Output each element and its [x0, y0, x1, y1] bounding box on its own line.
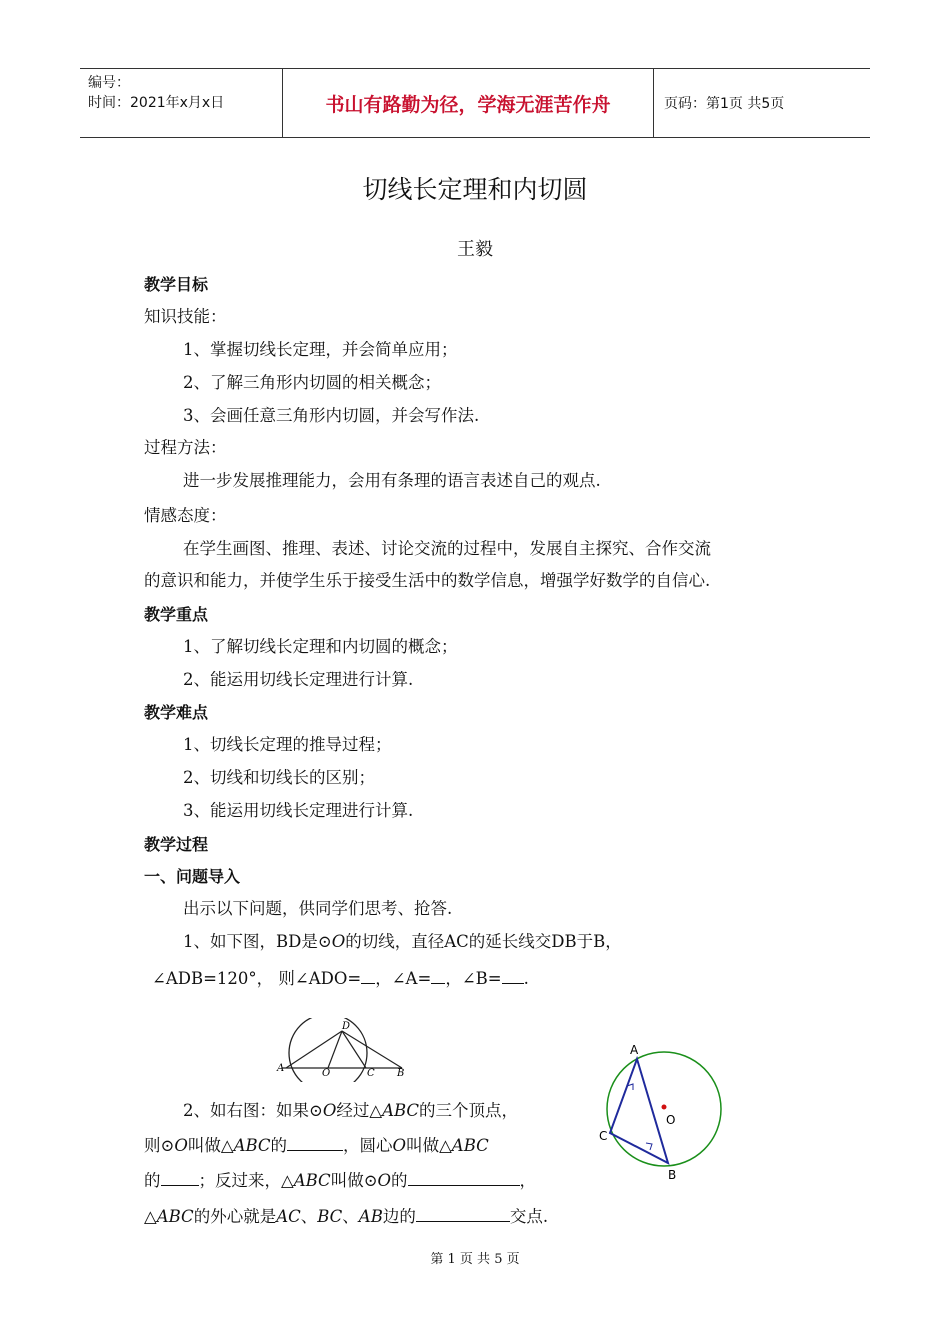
- difficulty-1: 1、切线长定理的推导过程；: [183, 735, 392, 754]
- label-a: A: [630, 1043, 639, 1057]
- key-point-2: 2、能运用切线长定理进行计算.: [183, 670, 414, 689]
- knowledge-item-1: 1、掌握切线长定理，并会简单应用；: [183, 340, 458, 359]
- circumcircle-figure: [596, 1040, 728, 1186]
- question-2-line-1: 2、如右图：如果⊙O经过△ABC的三个顶点，: [183, 1101, 519, 1120]
- label-o: O: [666, 1113, 676, 1127]
- label-b: B: [668, 1168, 677, 1182]
- answer-blank[interactable]: [502, 967, 524, 984]
- knowledge-label: 知识技能：: [144, 307, 227, 326]
- answer-blank[interactable]: [361, 967, 375, 984]
- header-meta: [80, 69, 282, 137]
- time-label: 时间：2021年x月x日: [88, 95, 225, 111]
- answer-blank[interactable]: [408, 1169, 520, 1186]
- question-1-line-2: ∠ADB=120°， 则∠ADO= ，∠A= ，∠B= .: [152, 969, 529, 988]
- question-2-line-3: 的 ；反过来，△ABC叫做⊙O的 ，: [144, 1171, 537, 1190]
- intro-text: 出示以下问题，供同学们思考、抢答.: [183, 899, 453, 918]
- line-db: [342, 1031, 402, 1068]
- emotion-text-1: 在学生画图、推理、表述、讨论交流的过程中，发展自主探究、合作交流: [183, 539, 711, 558]
- number-label: 编号：: [88, 75, 130, 91]
- difficulty-3: 3、能运用切线长定理进行计算.: [183, 801, 414, 820]
- question-1-line-1: 1、如下图，BD是⊙O的切线，直径AC的延长线交DB于B，: [183, 932, 622, 951]
- key-point-1: 1、了解切线长定理和内切圆的概念；: [183, 637, 458, 656]
- tangent-figure: [276, 1018, 412, 1082]
- line-ad: [286, 1031, 342, 1068]
- line-dc: [342, 1031, 366, 1068]
- center-point-o: [662, 1105, 667, 1110]
- difficulties-heading: 教学难点: [144, 703, 209, 722]
- label-d: D: [342, 1021, 351, 1032]
- header-motto: 书山有路勤为径，学海无涯苦作舟: [282, 69, 654, 137]
- question-2-line-2: 则⊙O叫做△ABC的 ，圆心O叫做△ABC: [144, 1136, 489, 1155]
- section-1-heading: 一、问题导入: [144, 867, 241, 886]
- process-heading: 教学过程: [144, 835, 209, 854]
- page-header: [80, 68, 870, 138]
- header-page-info: 页码：第1页 共5页: [664, 96, 785, 112]
- knowledge-item-2: 2、了解三角形内切圆的相关概念；: [183, 373, 441, 392]
- difficulty-2: 2、切线和切线长的区别；: [183, 768, 375, 787]
- label-b: B: [397, 1068, 405, 1079]
- goals-heading: 教学目标: [144, 275, 209, 294]
- label-c: C: [367, 1068, 375, 1079]
- label-c: C: [599, 1129, 608, 1143]
- knowledge-item-3: 3、会画任意三角形内切圆，并会写作法.: [183, 406, 480, 425]
- page-footer: 第 1 页 共 5 页: [430, 1252, 520, 1267]
- answer-blank[interactable]: [161, 1169, 199, 1186]
- document-title: 切线长定理和内切圆: [362, 175, 588, 204]
- key-points-heading: 教学重点: [144, 605, 209, 624]
- answer-blank[interactable]: [416, 1205, 510, 1222]
- emotion-text-2: 的意识和能力，并使学生乐于接受生活中的数学信息，增强学好数学的自信心.: [144, 571, 711, 590]
- document-author: 王毅: [457, 239, 493, 260]
- process-item-1: 进一步发展推理能力，会用有条理的语言表述自己的观点.: [183, 471, 601, 490]
- emotion-label: 情感态度：: [144, 506, 227, 525]
- answer-blank[interactable]: [287, 1134, 343, 1151]
- answer-blank[interactable]: [431, 967, 445, 984]
- label-a: A: [277, 1063, 285, 1074]
- label-o: O: [322, 1068, 331, 1079]
- line-od: [328, 1031, 342, 1068]
- process-label: 过程方法：: [144, 438, 227, 457]
- question-2-line-4: △ABC的外心就是AC、BC、AB边的 交点.: [144, 1207, 549, 1226]
- right-angle-mark: [646, 1143, 652, 1150]
